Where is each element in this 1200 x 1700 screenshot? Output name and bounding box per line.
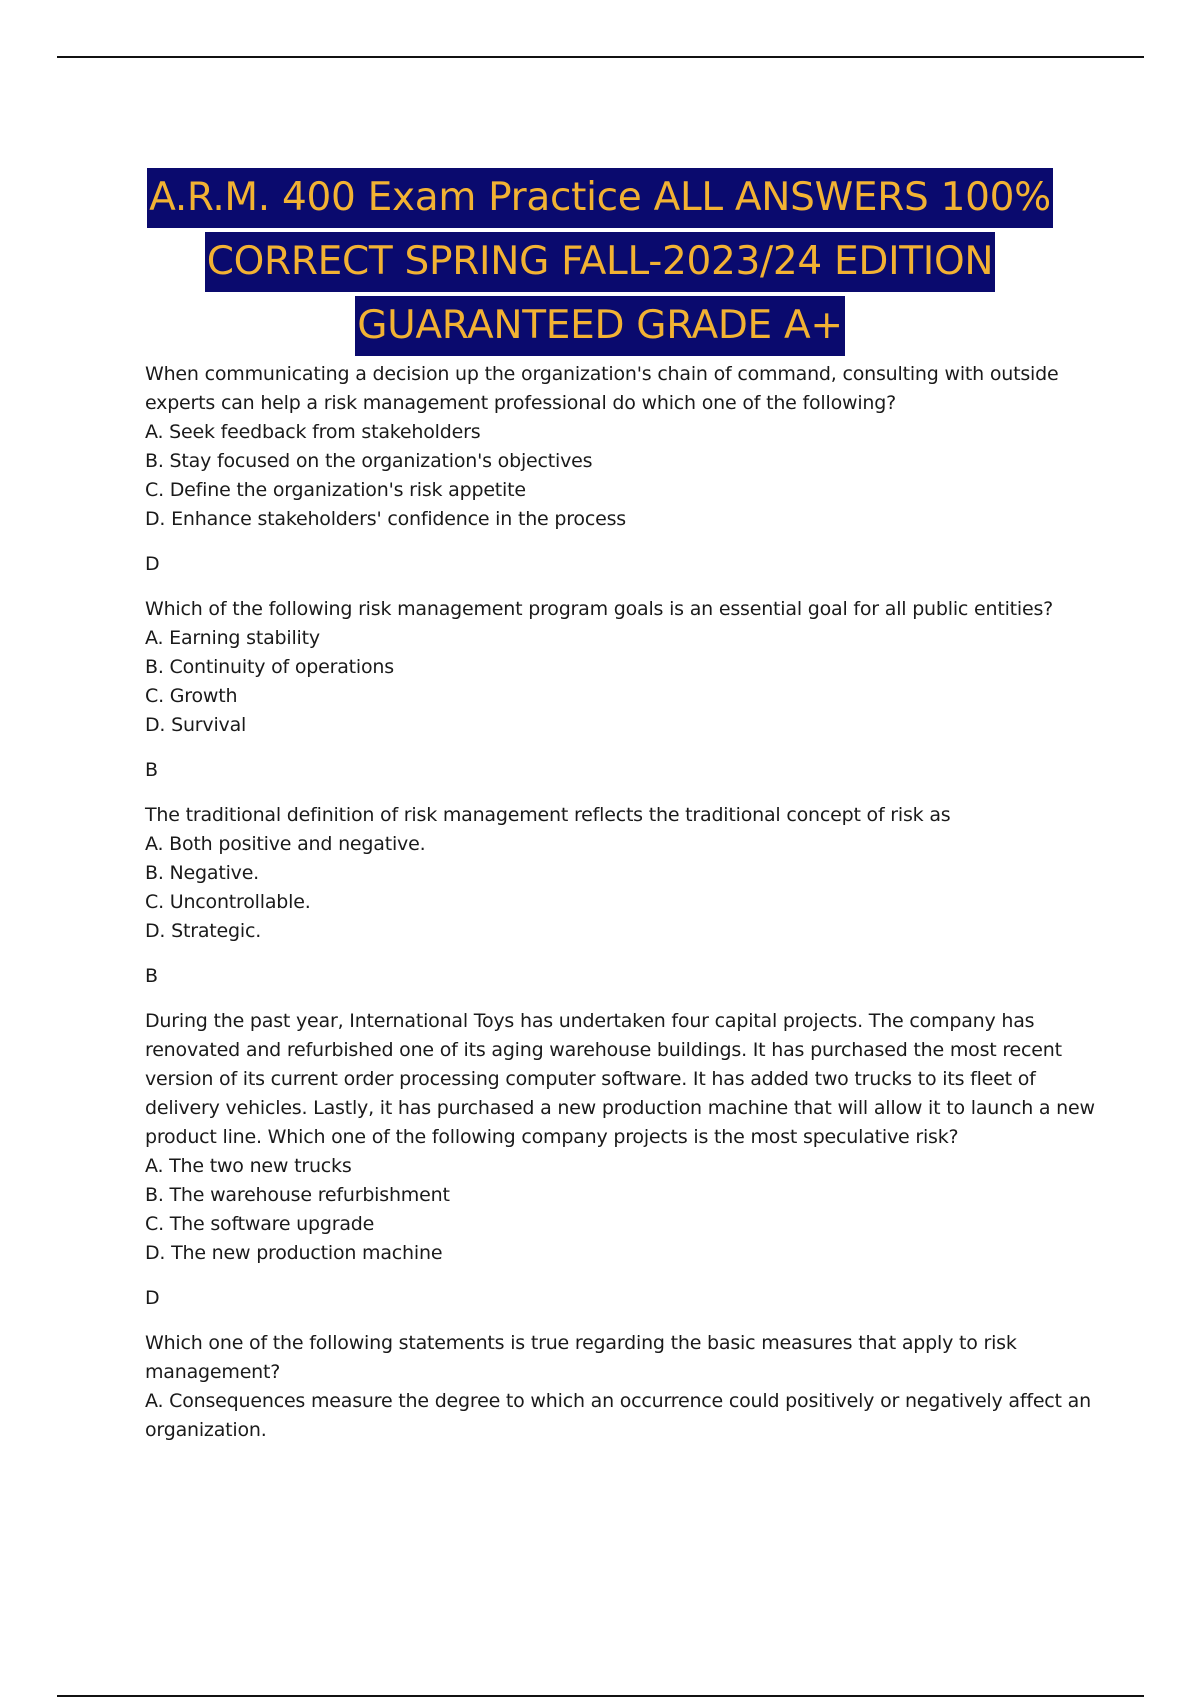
option-d: D. Enhance stakeholders' confidence in the process [145, 508, 626, 530]
option-b: B. Negative. [145, 862, 260, 884]
option-c: C. Define the organization's risk appetite [145, 479, 526, 501]
option-a: A. The two new trucks [145, 1155, 352, 1177]
option-a: A. Both positive and negative. [145, 833, 426, 855]
question-item [145, 1329, 1095, 1445]
option-a: A. Seek feedback from stakeholders [145, 421, 481, 443]
question-text: Which of the following risk management program goals is an essential goal for all public entities? [145, 598, 1054, 620]
option-c: C. Growth [145, 685, 238, 707]
option-d: D. Survival [145, 714, 247, 736]
option-c: C. Uncontrollable. [145, 891, 311, 913]
option-d: D. Strategic. [145, 920, 262, 942]
option-b: B. Continuity of operations [145, 656, 394, 678]
question-item [145, 595, 1095, 785]
option-b: B. Stay focused on the organization's objectives [145, 450, 593, 472]
answer-text: D [145, 553, 160, 575]
answer-text: B [145, 965, 158, 987]
document-title [60, 168, 1140, 360]
question-list [145, 360, 1095, 1461]
option-a: A. Consequences measure the degree to which an occurrence could positively or negatively affect an organization. [145, 1390, 1091, 1441]
answer-text: D [145, 1287, 160, 1309]
question-item [145, 360, 1095, 579]
option-d: D. The new production machine [145, 1242, 443, 1264]
option-c: C. The software upgrade [145, 1213, 375, 1235]
question-item [145, 1007, 1095, 1313]
title-line-1: A.R.M. 400 Exam Practice ALL ANSWERS 100% [147, 168, 1053, 228]
question-text: During the past year, International Toys has undertaken four capital projects. The company has renovated and refurbished one of its aging warehouse buildings. It has purchased the most recent version of its current order processing computer software. It has added two trucks to its fleet of delivery vehicles. Lastly, it has purchased a new production machine that will allow it to launch a new product line. Which one of the following company projects is the most speculative risk? [145, 1010, 1095, 1148]
bottom-rule [57, 1695, 1144, 1697]
question-text: Which one of the following statements is true regarding the basic measures that apply to risk management? [145, 1332, 1017, 1383]
option-a: A. Earning stability [145, 627, 320, 649]
answer-text: B [145, 759, 158, 781]
question-text: The traditional definition of risk management reflects the traditional concept of risk as [145, 804, 951, 826]
title-line-3: GUARANTEED GRADE A+ [355, 296, 845, 356]
question-text: When communicating a decision up the organization's chain of command, consulting with outside experts can help a risk management professional do which one of the following? [145, 363, 1059, 414]
title-line-2: CORRECT SPRING FALL-2023/24 EDITION [205, 232, 996, 292]
top-rule [57, 56, 1144, 58]
option-b: B. The warehouse refurbishment [145, 1184, 450, 1206]
question-item [145, 801, 1095, 991]
